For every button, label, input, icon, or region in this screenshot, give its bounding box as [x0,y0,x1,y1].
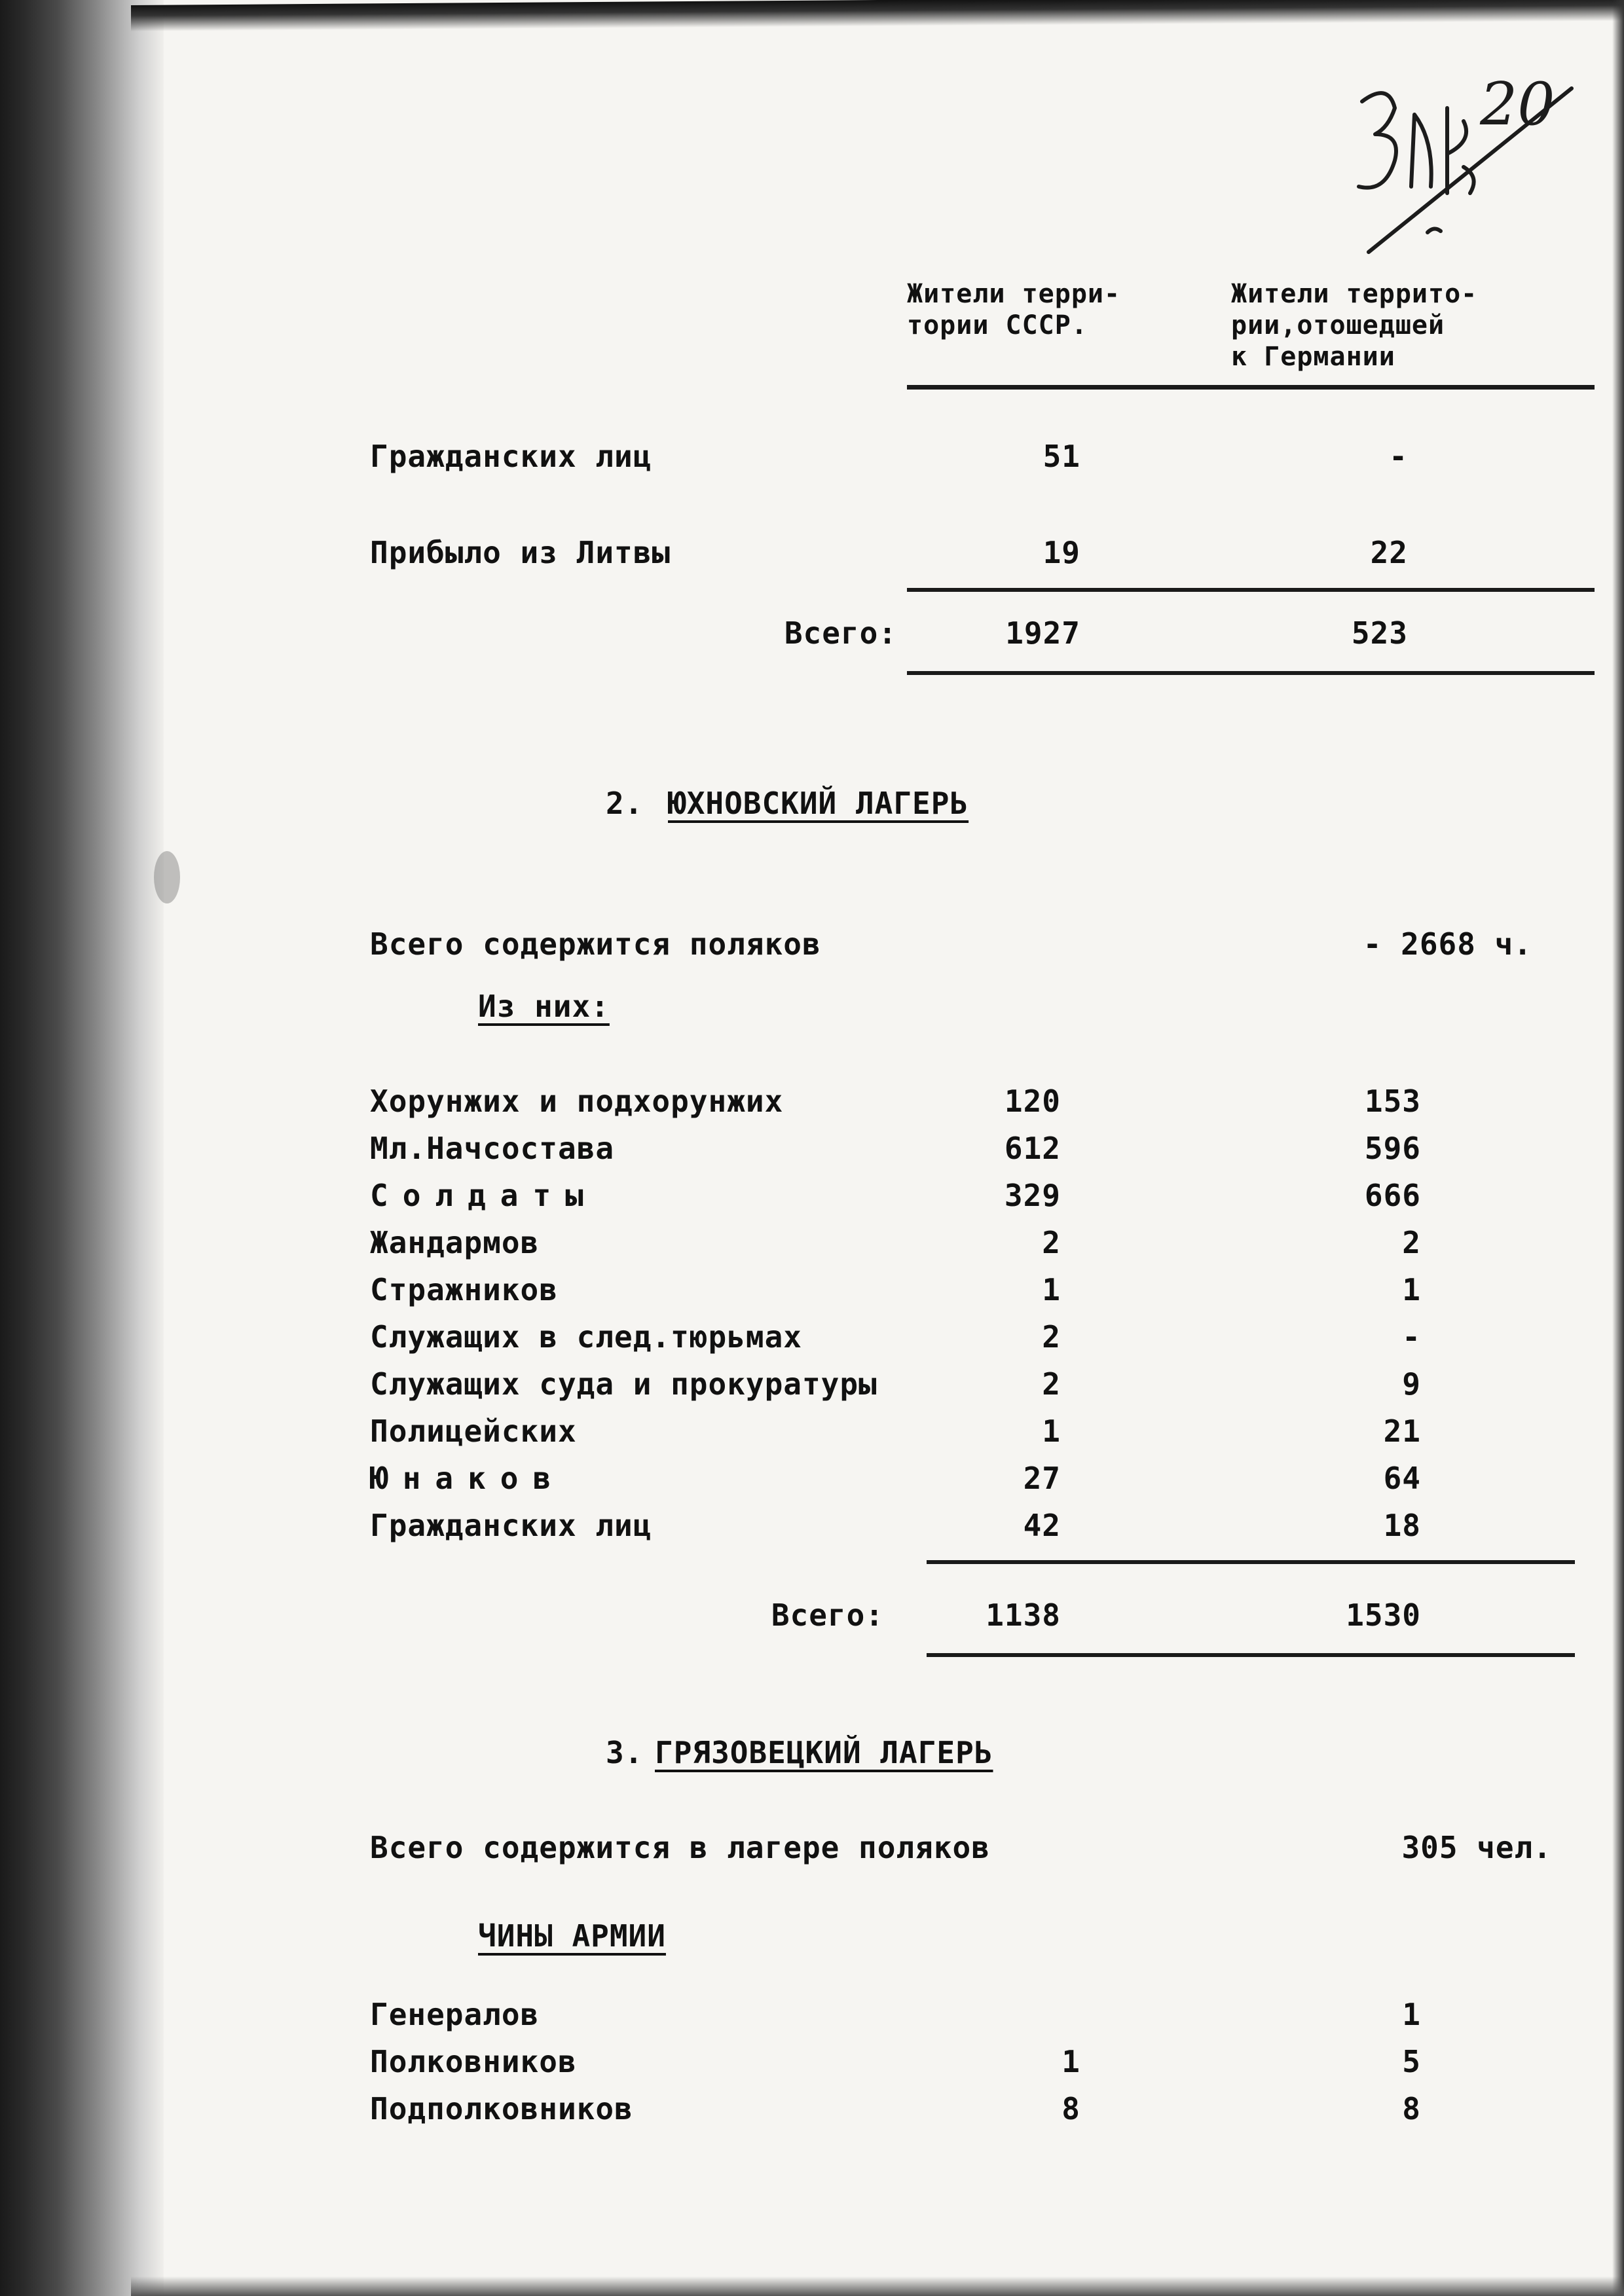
s2-total-label: Всего: [771,1597,884,1633]
s1-row-label: Гражданских лиц [370,439,652,474]
s2-total-rule [927,1653,1575,1657]
folio-number: 20 [1480,70,1555,139]
handwritten-folio-mark [1349,62,1598,278]
s2-row-label: Хорунжих и подхорунжих [370,1084,784,1119]
s2-row-c2: 64 [1383,1461,1421,1496]
s2-row-label: Мл.Начсостава [370,1131,615,1166]
s2-row-c1: 2 [1042,1366,1061,1402]
s1-total-label: Всего: [784,615,897,651]
col2-header: Жители террито- рии,отошедшей к Германии [1231,279,1478,372]
s3-row-label: Подполковников [370,2091,633,2126]
s3-subhead: ЧИНЫ АРМИИ [478,1918,666,1954]
s2-title: ЮХНОВСКИЙ ЛАГЕРЬ [668,786,969,821]
scan-mark [154,851,180,903]
s2-row-c1: 612 [1004,1131,1061,1166]
s2-row-c1: 27 [1023,1461,1061,1496]
s3-row-label: Полковников [370,2044,577,2079]
s3-total-line-label: Всего содержится в лагере поляков [370,1830,990,1865]
s2-row-c1: 1 [1042,1272,1061,1307]
s3-row-c2: 8 [1402,2091,1421,2126]
s3-row-c1: 1 [1061,2044,1080,2079]
s2-row-c1: 2 [1042,1225,1061,1260]
s3-row-label: Генералов [370,1997,540,2032]
s2-subhead: Из них: [478,989,610,1024]
s1-total-c2: 523 [1351,615,1408,651]
s2-row-label: Гражданских лиц [370,1508,652,1543]
col1-header: Жители терри- тории СССР. [907,279,1121,340]
s2-row-label: Стражников [370,1272,558,1307]
s2-row-label: Юнаков [370,1461,566,1496]
s3-row-c2: 5 [1402,2044,1421,2079]
s2-row-c1: 120 [1004,1084,1061,1119]
s3-title-number: 3. [606,1735,644,1770]
s1-row-c1: 19 [1043,535,1080,570]
s2-total-c1: 1138 [986,1597,1061,1633]
s2-row-c2: 18 [1383,1508,1421,1543]
s3-row-c1: 8 [1061,2091,1080,2126]
s2-row-c1: 2 [1042,1319,1061,1355]
s2-row-c2: 1 [1402,1272,1421,1307]
s3-row-c2: 1 [1402,1997,1421,2032]
s1-row-c2: 22 [1370,535,1408,570]
s2-row-c2: 9 [1402,1366,1421,1402]
s2-total-c2: 1530 [1346,1597,1421,1633]
header-rule [907,385,1595,390]
s2-row-c1: 329 [1004,1178,1061,1213]
page-bottom-edge [131,2276,1624,2296]
s1-row-label: Прибыло из Литвы [370,535,671,570]
s2-total-line-value: - 2668 ч. [1363,926,1532,962]
s2-row-c2: 666 [1364,1178,1421,1213]
s2-row-label: Полицейских [370,1413,577,1449]
s2-title-number: 2. [606,786,644,821]
s2-row-c2: - [1402,1319,1421,1355]
s2-row-label: Жандармов [370,1225,540,1260]
s2-row-c2: 596 [1364,1131,1421,1166]
s2-row-c1: 1 [1042,1413,1061,1449]
s2-row-c2: 2 [1402,1225,1421,1260]
s2-subtotal-rule [927,1560,1575,1564]
s1-total-c1: 1927 [1005,615,1080,651]
s2-row-c2: 21 [1383,1413,1421,1449]
s2-row-label: Солдаты [370,1178,598,1213]
s2-total-line-label: Всего содержится поляков [370,926,821,962]
binding-shadow [0,0,164,2296]
page-right-edge [1612,0,1624,2296]
s3-title: ГРЯЗОВЕЦКИЙ ЛАГЕРЬ [655,1735,993,1770]
s2-row-label: Служащих суда и прокуратуры [370,1366,877,1402]
s2-row-label: Служащих в след.тюрьмах [370,1319,802,1355]
s3-total-line-value: 305 чел. [1401,1830,1552,1865]
s1-total-rule [907,671,1595,675]
page-top-edge [131,0,1624,31]
s1-row-c2: - [1389,439,1408,474]
s1-row-c1: 51 [1043,439,1080,474]
s1-subtotal-rule [907,588,1595,592]
s2-row-c2: 153 [1364,1084,1421,1119]
s2-row-c1: 42 [1023,1508,1061,1543]
